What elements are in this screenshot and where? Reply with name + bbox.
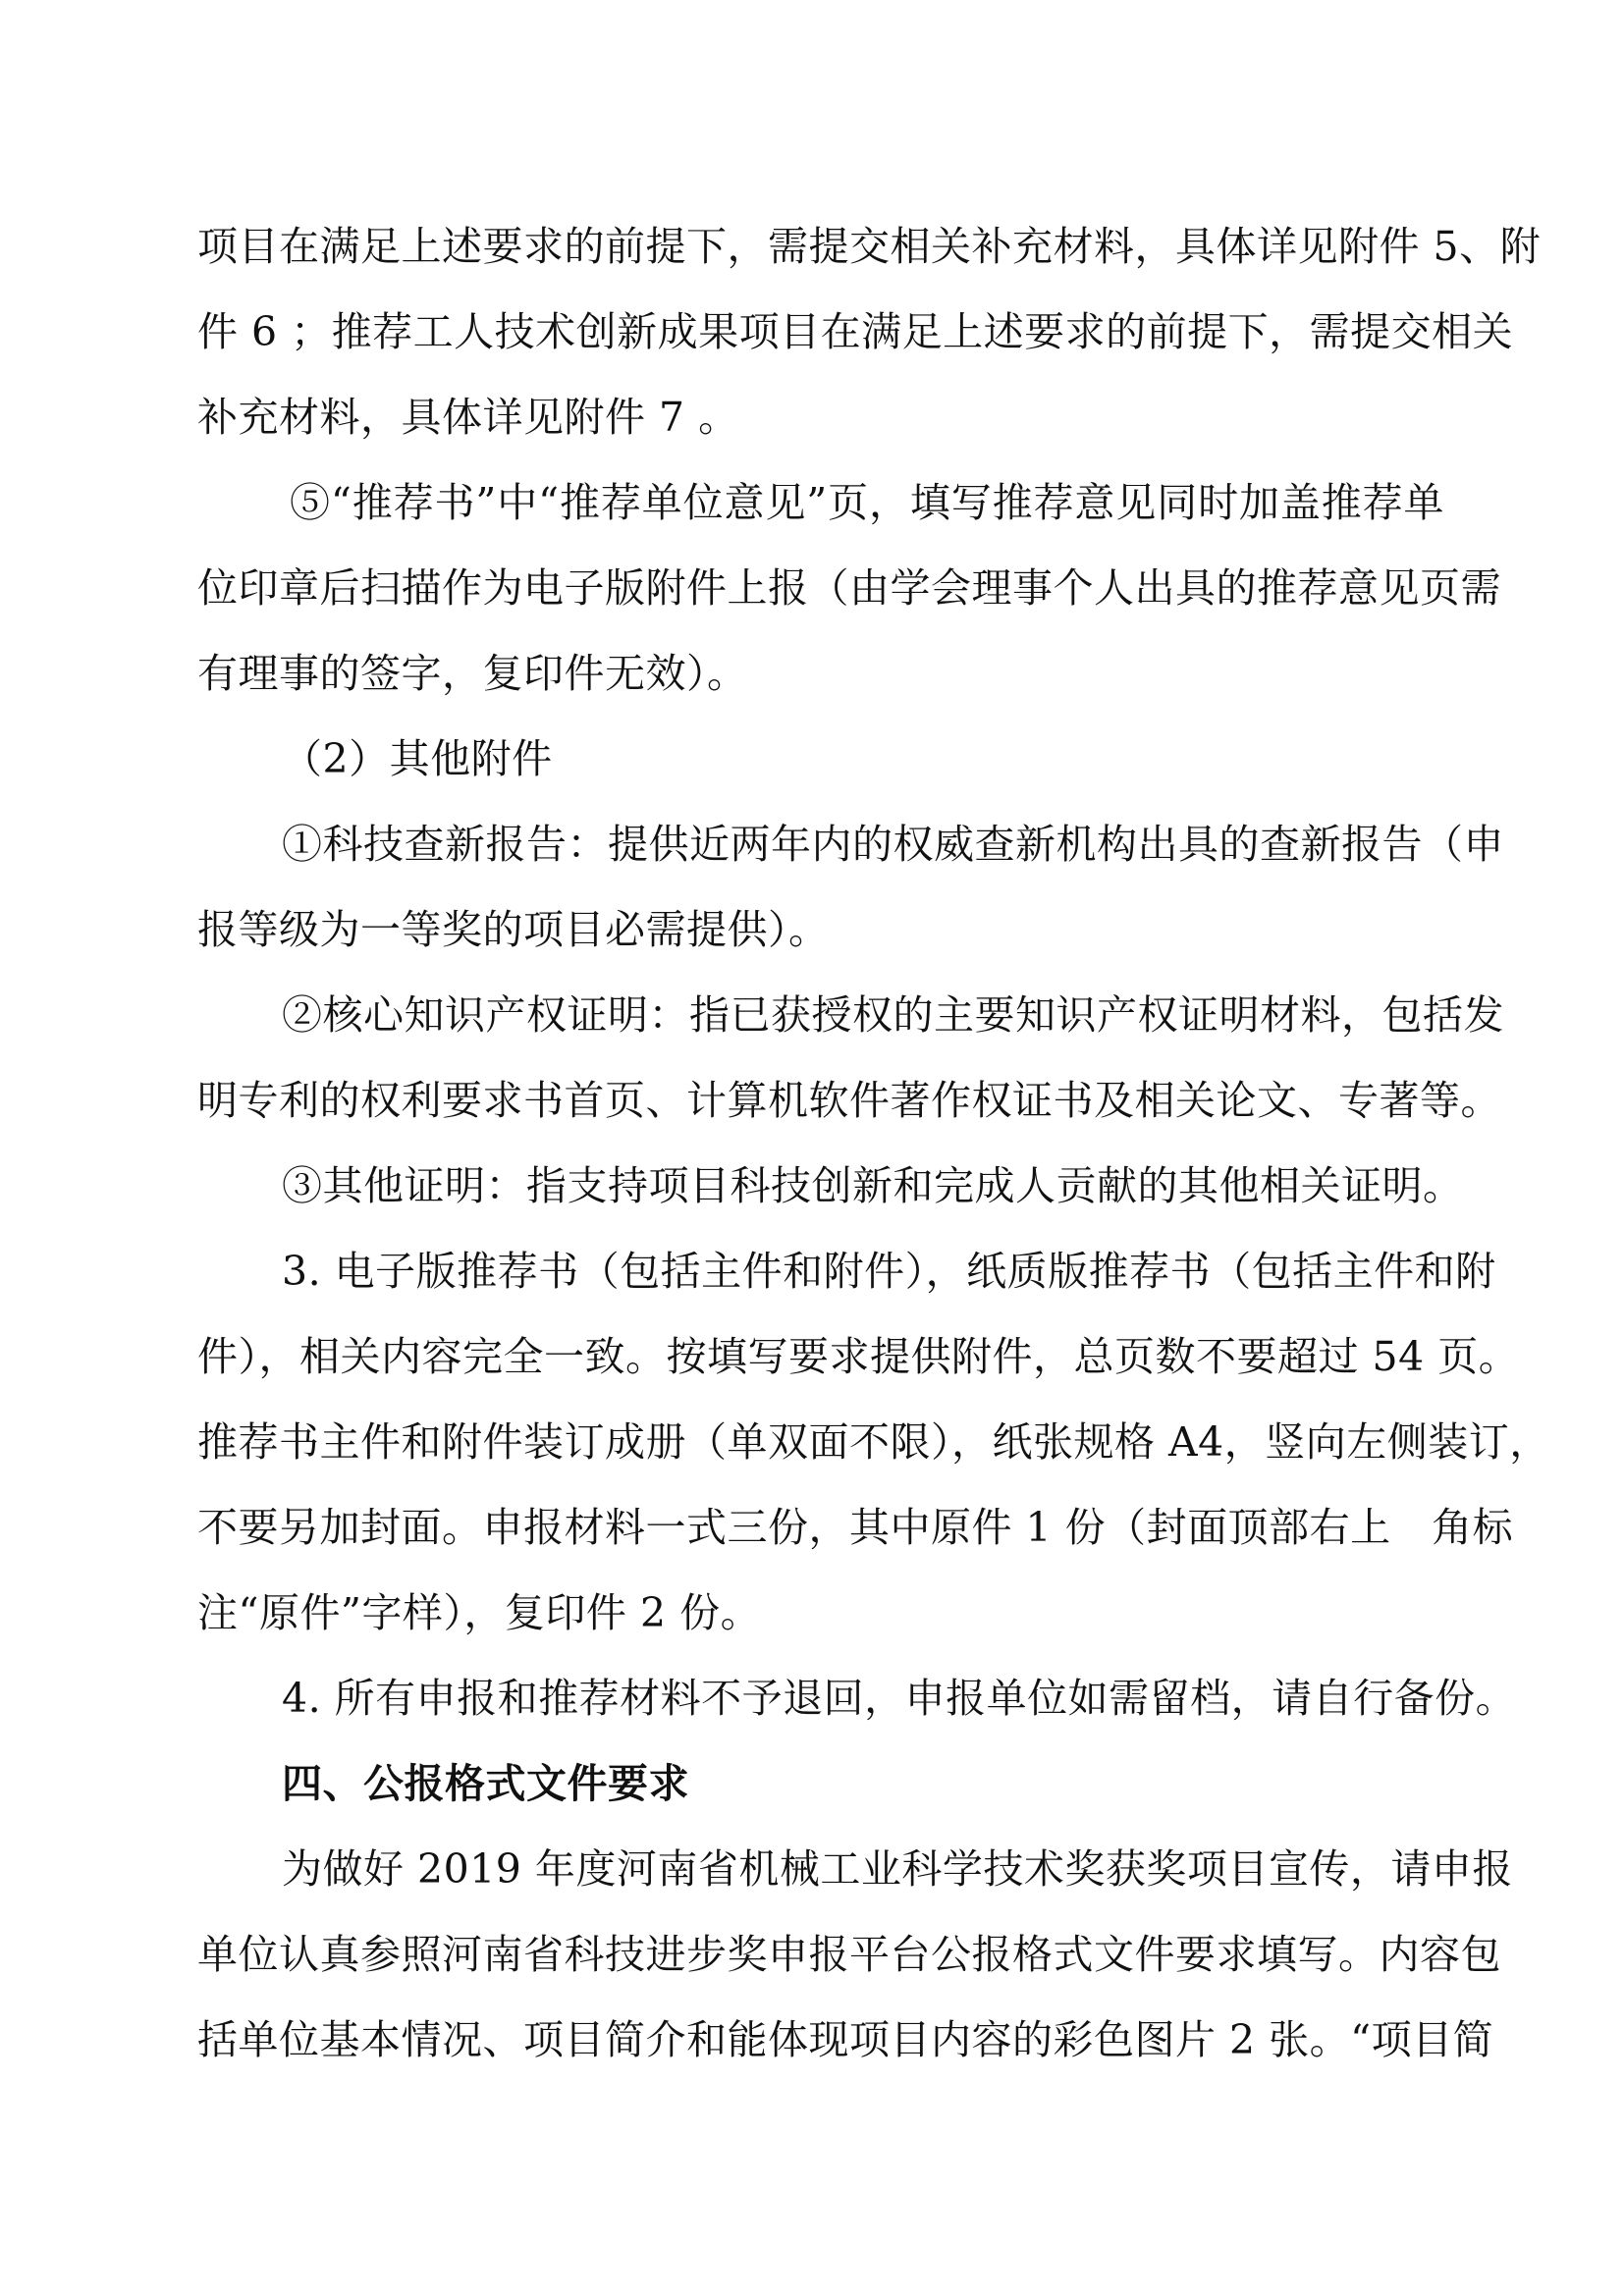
paragraph-line: 注“原件”字样），复印件 2 份。	[197, 1589, 762, 1636]
paragraph-line: 报等级为一等奖的项目必需提供）。	[197, 906, 830, 953]
paragraph-line: 补充材料，具体详见附件 7 。	[197, 394, 739, 441]
paragraph-line: 有理事的签字，复印件无效）。	[197, 650, 748, 697]
paragraph-line: 4. 所有申报和推荐材料不予退回，申报单位如需留档，请自行备份。	[282, 1675, 1517, 1722]
section-heading: 四、公报格式文件要求	[282, 1760, 689, 1807]
paragraph-line: ②核心知识产权证明：指已获授权的主要知识产权证明材料，包括发	[282, 991, 1504, 1039]
paragraph-line: 件），相关内容完全一致。按填写要求提供附件，总页数不要超过 54 页。	[197, 1333, 1520, 1380]
paragraph-line: 明专利的权利要求书首页、计算机软件著作权证书及相关论文、专著等。	[197, 1077, 1501, 1124]
section-subheading: （2）其他附件	[282, 735, 553, 782]
paragraph-line: 位印章后扫描作为电子版附件上报（由学会理事个人出具的推荐意见页需	[197, 564, 1501, 612]
paragraph-line: ⑤“推荐书”中“推荐单位意见”页，填写推荐意见同时加盖推荐单	[290, 479, 1444, 526]
paragraph-line: 推荐书主件和附件装订成册（单双面不限），纸张规格 A4，竖向左侧装订，	[197, 1418, 1550, 1466]
paragraph-line: 不要另加封面。申报材料一式三份，其中原件 1 份（封面顶部右上 角标	[197, 1504, 1514, 1551]
paragraph-line: 单位认真参照河南省科技进步奖申报平台公报格式文件要求填写。内容包	[197, 1931, 1501, 1978]
paragraph-line: 括单位基本情况、项目简介和能体现项目内容的彩色图片 2 张。“项目简	[197, 2016, 1494, 2063]
paragraph-line: ①科技查新报告：提供近两年内的权威查新机构出具的查新报告（申	[282, 821, 1504, 868]
paragraph-line: 3. 电子版推荐书（包括主件和附件），纸质版推荐书（包括主件和附	[282, 1248, 1496, 1295]
paragraph-line: 为做好 2019 年度河南省机械工业科学技术奖获奖项目宣传，请申报	[282, 1845, 1513, 1893]
paragraph-line: 项目在满足上述要求的前提下，需提交相关补充材料，具体详见附件 5、附	[197, 223, 1542, 270]
paragraph-line: ③其他证明：指支持项目科技创新和完成人贡献的其他相关证明。	[282, 1162, 1464, 1209]
paragraph-line: 件 6 ；推荐工人技术创新成果项目在满足上述要求的前提下，需提交相关	[197, 308, 1514, 355]
